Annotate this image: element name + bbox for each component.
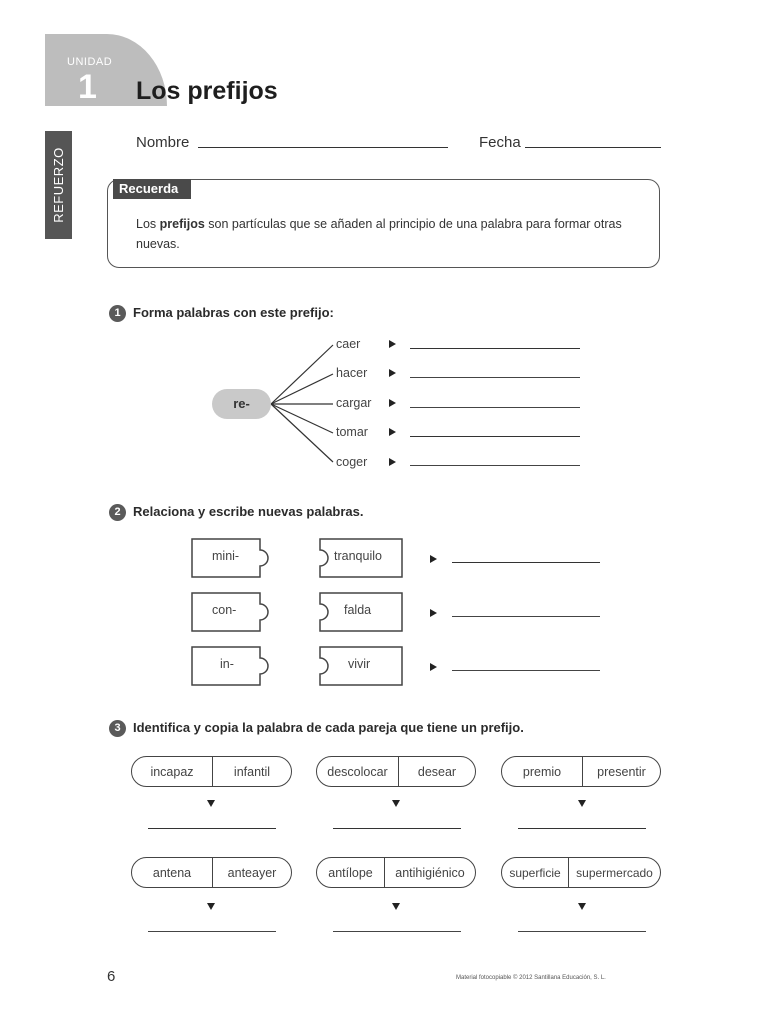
date-label: Fecha: [479, 134, 521, 151]
page-number: 6: [107, 968, 116, 985]
pair-word: superficie: [509, 865, 561, 880]
arrow-right-icon: [430, 663, 437, 671]
word-pair: [131, 756, 292, 787]
answer-line[interactable]: [410, 465, 580, 466]
arrow-right-icon: [389, 428, 396, 436]
pair-word: anteayer: [212, 858, 291, 887]
date-field[interactable]: [525, 147, 661, 148]
pair-word: desear: [398, 757, 475, 786]
exercise-2-title: Relaciona y escribe nuevas palabras.: [133, 504, 364, 519]
prefix-piece-label: in-: [220, 657, 234, 671]
arrow-down-icon: [578, 800, 586, 807]
word-pair: [316, 756, 476, 787]
side-tab: [45, 131, 72, 239]
answer-line[interactable]: [452, 670, 600, 671]
arrow-right-icon: [389, 369, 396, 377]
arrow-right-icon: [389, 340, 396, 348]
arrow-down-icon: [207, 903, 215, 910]
exercise-1-title: Forma palabras con este prefijo:: [133, 305, 334, 320]
root-word: coger: [336, 455, 368, 469]
answer-line[interactable]: [452, 562, 600, 563]
answer-line[interactable]: [518, 931, 646, 932]
recuerda-text-bold: prefijos: [159, 217, 205, 231]
answer-line[interactable]: [410, 436, 580, 437]
exercise-2-number: 2: [109, 504, 126, 521]
branch-line: [271, 404, 333, 433]
page-title: Los prefijos: [136, 77, 278, 105]
pair-word: premio: [522, 764, 562, 779]
recuerda-badge: Recuerda: [113, 179, 191, 199]
recuerda-text: [136, 214, 636, 254]
prefix-oval: re-: [212, 389, 271, 419]
root-piece-label: tranquilo: [334, 549, 382, 563]
copyright-text: Material fotocopiable © 2012 Santillana Educación, S. L.: [456, 975, 606, 981]
recuerda-text-before: Los: [136, 217, 160, 231]
pair-word: antena: [152, 865, 192, 880]
answer-line[interactable]: [148, 828, 276, 829]
pair-word: descolocar: [327, 764, 388, 779]
arrow-right-icon: [430, 609, 437, 617]
prefix-piece-label: mini-: [212, 549, 240, 563]
arrow-down-icon: [392, 800, 400, 807]
answer-line[interactable]: [518, 828, 646, 829]
exercise-3-title: Identifica y copia la palabra de cada pareja que tiene un prefijo.: [133, 720, 524, 735]
root-word: caer: [336, 337, 361, 351]
pair-word: supermercado: [568, 858, 660, 887]
arrow-down-icon: [392, 903, 400, 910]
exercise-3-number: 3: [109, 720, 126, 737]
name-field[interactable]: [198, 147, 448, 148]
unit-number: 1: [78, 68, 97, 106]
branch-line: [271, 404, 333, 462]
root-word: tomar: [336, 425, 368, 439]
answer-line[interactable]: [333, 828, 461, 829]
branch-line: [271, 374, 333, 404]
recuerda-text-after: son partículas que se añaden al principio de una palabra para formar otras nuevas.: [136, 217, 622, 251]
answer-line[interactable]: [410, 377, 580, 378]
word-pair: [501, 857, 661, 888]
root-piece-label: falda: [344, 603, 372, 617]
word-pair: [501, 756, 661, 787]
answer-line[interactable]: [452, 616, 600, 617]
unit-label: UNIDAD: [67, 56, 113, 68]
answer-line[interactable]: [333, 931, 461, 932]
root-piece-label: vivir: [348, 657, 371, 671]
name-label: Nombre: [136, 134, 190, 151]
side-tab-label: REFUERZO: [51, 147, 66, 223]
exercise-1-number: 1: [109, 305, 126, 322]
pair-word: antílope: [328, 865, 373, 880]
pair-word: infantil: [212, 757, 291, 786]
pair-word: presentir: [582, 757, 660, 786]
answer-line[interactable]: [148, 931, 276, 932]
arrow-right-icon: [389, 399, 396, 407]
word-pair: [131, 857, 292, 888]
arrow-right-icon: [389, 458, 396, 466]
root-word: cargar: [336, 396, 372, 410]
branch-line: [271, 345, 333, 404]
prefix-piece-label: con-: [212, 603, 237, 617]
branch-lines: [265, 335, 340, 470]
arrow-right-icon: [430, 555, 437, 563]
pair-word: incapaz: [150, 764, 194, 779]
pair-word: antihigiénico: [384, 858, 475, 887]
answer-line[interactable]: [410, 407, 580, 408]
answer-line[interactable]: [410, 348, 580, 349]
arrow-down-icon: [207, 800, 215, 807]
root-word: hacer: [336, 366, 368, 380]
word-pair: [316, 857, 476, 888]
arrow-down-icon: [578, 903, 586, 910]
